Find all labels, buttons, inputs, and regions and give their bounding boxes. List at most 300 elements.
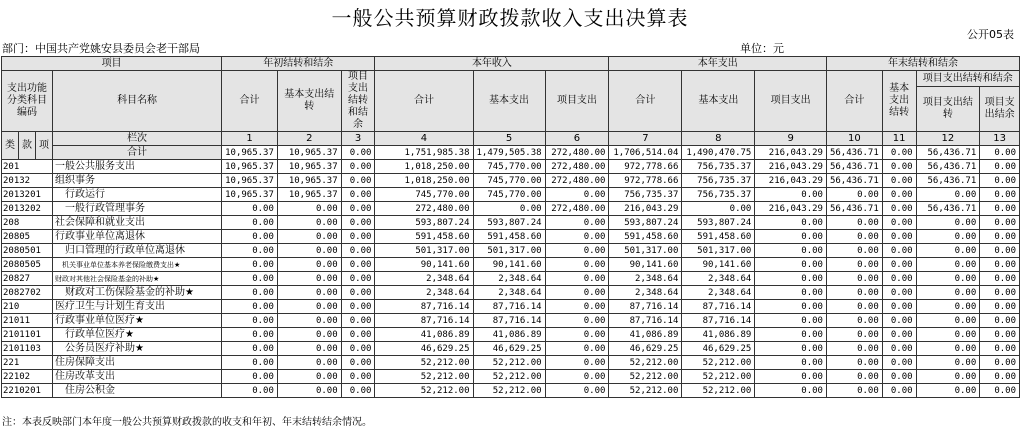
unit-label: 单位：元 xyxy=(740,42,784,55)
total-cell: 1,706,514.04 xyxy=(609,146,682,160)
value-cell: 0.00 xyxy=(980,202,1020,216)
value-cell: 0.00 xyxy=(916,384,980,398)
subject-name: 一般公共服务支出 xyxy=(53,160,222,174)
subject-name: 医疗卫生与计划生育支出 xyxy=(53,300,222,314)
value-cell: 87,716.14 xyxy=(682,300,755,314)
table-row xyxy=(2,314,1020,328)
header-begin-project-carry: 项目支出结转和结余 xyxy=(341,71,375,132)
value-cell: 0.00 xyxy=(980,384,1020,398)
subject-code: 20827 xyxy=(2,272,53,286)
subject-code: 20132 xyxy=(2,174,53,188)
value-cell: 0.00 xyxy=(882,230,916,244)
value-cell: 1,018,250.00 xyxy=(375,160,473,174)
value-cell: 0.00 xyxy=(826,272,882,286)
value-cell: 56,436.71 xyxy=(916,174,980,188)
value-cell: 745,770.00 xyxy=(375,188,473,202)
value-cell: 0.00 xyxy=(755,230,827,244)
value-cell: 0.00 xyxy=(545,188,609,202)
table-row xyxy=(2,384,1020,398)
value-cell: 0.00 xyxy=(755,244,827,258)
total-label: 合计 xyxy=(53,146,222,160)
value-cell: 0.00 xyxy=(826,328,882,342)
value-cell: 41,086.89 xyxy=(609,328,682,342)
value-cell: 56,436.71 xyxy=(916,202,980,216)
header-row-2 xyxy=(2,71,1020,87)
subject-name: 机关事业单位基本养老保险缴费支出★ xyxy=(53,258,222,272)
subject-name: 行政运行 xyxy=(53,188,222,202)
value-cell: 0.00 xyxy=(882,300,916,314)
value-cell: 87,716.14 xyxy=(473,300,545,314)
value-cell: 745,770.00 xyxy=(473,160,545,174)
table-row xyxy=(2,370,1020,384)
value-cell: 0.00 xyxy=(980,314,1020,328)
value-cell: 0.00 xyxy=(222,356,278,370)
table-row xyxy=(2,174,1020,188)
subject-name: 行政单位医疗★ xyxy=(53,328,222,342)
value-cell: 2,348.64 xyxy=(682,286,755,300)
value-cell: 0.00 xyxy=(916,286,980,300)
value-cell: 745,770.00 xyxy=(473,188,545,202)
value-cell: 0.00 xyxy=(222,328,278,342)
value-cell: 0.00 xyxy=(545,342,609,356)
value-cell: 0.00 xyxy=(980,328,1020,342)
value-cell: 501,317.00 xyxy=(375,244,473,258)
subject-code: 2210201 xyxy=(2,384,53,398)
value-cell: 745,770.00 xyxy=(473,174,545,188)
total-cell: 1,479,505.38 xyxy=(473,146,545,160)
header-func-code: 支出功能分类科目编码 xyxy=(2,71,53,132)
value-cell: 46,629.25 xyxy=(609,342,682,356)
value-cell: 0.00 xyxy=(826,258,882,272)
subject-code: 2013202 xyxy=(2,202,53,216)
value-cell: 216,043.29 xyxy=(755,174,827,188)
value-cell: 0.00 xyxy=(341,160,375,174)
value-cell: 0.00 xyxy=(980,286,1020,300)
column-number: 4 xyxy=(375,132,473,146)
subject-name: 财政对工伤保险基金的补助★ xyxy=(53,286,222,300)
subject-name: 住房改革支出 xyxy=(53,370,222,384)
table-row xyxy=(2,230,1020,244)
table-row xyxy=(2,328,1020,342)
value-cell: 0.00 xyxy=(755,356,827,370)
value-cell: 52,212.00 xyxy=(473,370,545,384)
subject-code: 2080505 xyxy=(2,258,53,272)
value-cell: 90,141.60 xyxy=(609,258,682,272)
value-cell: 0.00 xyxy=(916,216,980,230)
value-cell: 46,629.25 xyxy=(473,342,545,356)
value-cell: 2,348.64 xyxy=(609,286,682,300)
value-cell: 0.00 xyxy=(682,202,755,216)
value-cell: 0.00 xyxy=(882,272,916,286)
value-cell: 0.00 xyxy=(222,202,278,216)
value-cell: 87,716.14 xyxy=(375,300,473,314)
header-end-basic-carry: 基本支出结转 xyxy=(882,71,916,132)
table-row xyxy=(2,188,1020,202)
value-cell: 0.00 xyxy=(277,258,341,272)
total-row xyxy=(2,146,1020,160)
value-cell: 593,807.24 xyxy=(682,216,755,230)
subject-code: 221 xyxy=(2,356,53,370)
header-income-project: 项目支出 xyxy=(545,71,609,132)
column-number: 7 xyxy=(609,132,682,146)
subject-name: 住房保障支出 xyxy=(53,356,222,370)
header-row-label: 栏次 xyxy=(53,132,222,146)
subject-name: 一般行政管理事务 xyxy=(53,202,222,216)
value-cell: 0.00 xyxy=(826,356,882,370)
value-cell: 0.00 xyxy=(980,258,1020,272)
header-expense-basic: 基本支出 xyxy=(682,71,755,132)
value-cell: 0.00 xyxy=(826,370,882,384)
header-xiang: 项 xyxy=(36,132,53,160)
value-cell: 56,436.71 xyxy=(826,160,882,174)
value-cell: 52,212.00 xyxy=(682,384,755,398)
value-cell: 10,965.37 xyxy=(222,174,278,188)
value-cell: 0.00 xyxy=(916,272,980,286)
value-cell: 0.00 xyxy=(222,244,278,258)
value-cell: 41,086.89 xyxy=(682,328,755,342)
header-end-project-carry: 项目支出结转 xyxy=(916,87,980,132)
value-cell: 0.00 xyxy=(341,384,375,398)
value-cell: 272,480.00 xyxy=(375,202,473,216)
value-cell: 0.00 xyxy=(916,188,980,202)
value-cell: 0.00 xyxy=(341,356,375,370)
subject-code: 2013201 xyxy=(2,188,53,202)
value-cell: 0.00 xyxy=(755,342,827,356)
value-cell: 0.00 xyxy=(980,216,1020,230)
value-cell: 0.00 xyxy=(545,258,609,272)
subject-name: 归口管理的行政单位离退休 xyxy=(53,244,222,258)
value-cell: 0.00 xyxy=(341,174,375,188)
value-cell: 0.00 xyxy=(882,174,916,188)
header-begin-basic-carry: 基本支出结转 xyxy=(277,71,341,132)
value-cell: 0.00 xyxy=(222,230,278,244)
header-income-total: 合计 xyxy=(375,71,473,132)
value-cell: 0.00 xyxy=(916,356,980,370)
value-cell: 756,735.37 xyxy=(682,174,755,188)
header-kuan: 款 xyxy=(19,132,36,160)
value-cell: 0.00 xyxy=(341,300,375,314)
subject-name: 行政事业单位离退休 xyxy=(53,230,222,244)
value-cell: 0.00 xyxy=(222,216,278,230)
value-cell: 0.00 xyxy=(882,314,916,328)
value-cell: 756,735.37 xyxy=(609,188,682,202)
value-cell: 0.00 xyxy=(545,314,609,328)
value-cell: 0.00 xyxy=(826,286,882,300)
value-cell: 0.00 xyxy=(545,230,609,244)
table-row xyxy=(2,258,1020,272)
value-cell: 56,436.71 xyxy=(826,174,882,188)
value-cell: 0.00 xyxy=(882,160,916,174)
value-cell: 0.00 xyxy=(545,370,609,384)
subject-code: 210 xyxy=(2,300,53,314)
value-cell: 756,735.37 xyxy=(682,160,755,174)
header-begin-balance: 年初结转和结余 xyxy=(222,57,375,71)
value-cell: 10,965.37 xyxy=(222,160,278,174)
table-code: 公开05表 xyxy=(967,28,1014,41)
value-cell: 0.00 xyxy=(545,216,609,230)
column-number: 10 xyxy=(826,132,882,146)
value-cell: 0.00 xyxy=(826,342,882,356)
total-cell: 0.00 xyxy=(341,146,375,160)
value-cell: 0.00 xyxy=(826,300,882,314)
subject-name: 组织事务 xyxy=(53,174,222,188)
value-cell: 0.00 xyxy=(826,188,882,202)
value-cell: 0.00 xyxy=(755,216,827,230)
value-cell: 972,778.66 xyxy=(609,174,682,188)
value-cell: 0.00 xyxy=(222,300,278,314)
value-cell: 0.00 xyxy=(545,272,609,286)
value-cell: 0.00 xyxy=(222,384,278,398)
value-cell: 0.00 xyxy=(882,384,916,398)
header-end-project-balance: 项目支出结余 xyxy=(980,87,1020,132)
value-cell: 87,716.14 xyxy=(609,300,682,314)
subject-name: 财政对其他社会保险基金的补助★ xyxy=(53,272,222,286)
column-number: 8 xyxy=(682,132,755,146)
value-cell: 0.00 xyxy=(980,188,1020,202)
value-cell: 0.00 xyxy=(277,328,341,342)
header-income: 本年收入 xyxy=(375,57,609,71)
value-cell: 0.00 xyxy=(916,370,980,384)
value-cell: 0.00 xyxy=(277,384,341,398)
table-row xyxy=(2,356,1020,370)
value-cell: 87,716.14 xyxy=(609,314,682,328)
value-cell: 0.00 xyxy=(882,188,916,202)
value-cell: 501,317.00 xyxy=(682,244,755,258)
value-cell: 0.00 xyxy=(882,356,916,370)
value-cell: 0.00 xyxy=(755,286,827,300)
value-cell: 0.00 xyxy=(882,370,916,384)
table-row xyxy=(2,272,1020,286)
table-row xyxy=(2,202,1020,216)
value-cell: 756,735.37 xyxy=(682,188,755,202)
value-cell: 0.00 xyxy=(545,300,609,314)
value-cell: 52,212.00 xyxy=(375,384,473,398)
header-item: 项目 xyxy=(2,57,222,71)
total-cell: 272,480.00 xyxy=(545,146,609,160)
value-cell: 2,348.64 xyxy=(473,272,545,286)
column-number: 2 xyxy=(277,132,341,146)
value-cell: 0.00 xyxy=(980,272,1020,286)
header-end-balance: 年末结转和结余 xyxy=(826,57,1019,71)
value-cell: 0.00 xyxy=(826,216,882,230)
value-cell: 0.00 xyxy=(277,272,341,286)
value-cell: 0.00 xyxy=(882,342,916,356)
value-cell: 10,965.37 xyxy=(222,188,278,202)
subject-code: 20805 xyxy=(2,230,53,244)
value-cell: 216,043.29 xyxy=(755,160,827,174)
value-cell: 0.00 xyxy=(222,370,278,384)
value-cell: 0.00 xyxy=(980,300,1020,314)
value-cell: 0.00 xyxy=(341,370,375,384)
table-row xyxy=(2,286,1020,300)
value-cell: 0.00 xyxy=(277,230,341,244)
value-cell: 0.00 xyxy=(980,342,1020,356)
subject-code: 201 xyxy=(2,160,53,174)
value-cell: 591,458.60 xyxy=(375,230,473,244)
value-cell: 0.00 xyxy=(755,328,827,342)
value-cell: 52,212.00 xyxy=(473,356,545,370)
subject-code: 21011 xyxy=(2,314,53,328)
value-cell: 52,212.00 xyxy=(609,370,682,384)
value-cell: 2,348.64 xyxy=(375,286,473,300)
value-cell: 0.00 xyxy=(916,258,980,272)
subject-code: 208 xyxy=(2,216,53,230)
value-cell: 216,043.29 xyxy=(609,202,682,216)
value-cell: 0.00 xyxy=(341,244,375,258)
value-cell: 593,807.24 xyxy=(375,216,473,230)
total-cell: 216,043.29 xyxy=(755,146,827,160)
column-number: 1 xyxy=(222,132,278,146)
value-cell: 0.00 xyxy=(882,244,916,258)
header-expense-project: 项目支出 xyxy=(755,71,827,132)
value-cell: 0.00 xyxy=(916,328,980,342)
value-cell: 0.00 xyxy=(545,328,609,342)
header-income-basic: 基本支出 xyxy=(473,71,545,132)
value-cell: 0.00 xyxy=(545,384,609,398)
value-cell: 0.00 xyxy=(916,230,980,244)
value-cell: 0.00 xyxy=(826,384,882,398)
value-cell: 0.00 xyxy=(341,230,375,244)
value-cell: 90,141.60 xyxy=(375,258,473,272)
header-row-1 xyxy=(2,57,1020,71)
header-end-project-carry-balance: 项目支出结转和结余 xyxy=(916,71,1019,87)
value-cell: 0.00 xyxy=(755,188,827,202)
table-row xyxy=(2,216,1020,230)
subject-code: 2082702 xyxy=(2,286,53,300)
value-cell: 0.00 xyxy=(755,370,827,384)
header-expense-total: 合计 xyxy=(609,71,682,132)
value-cell: 0.00 xyxy=(341,314,375,328)
value-cell: 0.00 xyxy=(341,216,375,230)
value-cell: 0.00 xyxy=(916,314,980,328)
header-lei: 类 xyxy=(2,132,19,160)
value-cell: 0.00 xyxy=(755,258,827,272)
subject-name: 公务员医疗补助★ xyxy=(53,342,222,356)
total-cell: 0.00 xyxy=(882,146,916,160)
column-number: 5 xyxy=(473,132,545,146)
value-cell: 10,965.37 xyxy=(277,188,341,202)
value-cell: 56,436.71 xyxy=(916,160,980,174)
value-cell: 2,348.64 xyxy=(609,272,682,286)
value-cell: 0.00 xyxy=(980,370,1020,384)
subject-code: 22102 xyxy=(2,370,53,384)
value-cell: 0.00 xyxy=(755,300,827,314)
value-cell: 0.00 xyxy=(277,216,341,230)
value-cell: 52,212.00 xyxy=(375,370,473,384)
footnote: 注：本表反映部门本年度一般公共预算财政拨款的收支和年初、年末结转结余情况。 xyxy=(2,417,372,428)
value-cell: 0.00 xyxy=(980,160,1020,174)
value-cell: 0.00 xyxy=(755,314,827,328)
value-cell: 501,317.00 xyxy=(609,244,682,258)
subject-code: 2101103 xyxy=(2,342,53,356)
value-cell: 0.00 xyxy=(826,244,882,258)
value-cell: 0.00 xyxy=(980,174,1020,188)
value-cell: 0.00 xyxy=(545,356,609,370)
value-cell: 46,629.25 xyxy=(682,342,755,356)
value-cell: 2,348.64 xyxy=(473,286,545,300)
column-number: 9 xyxy=(755,132,827,146)
value-cell: 0.00 xyxy=(755,384,827,398)
budget-table xyxy=(1,56,1020,398)
value-cell: 52,212.00 xyxy=(682,370,755,384)
value-cell: 52,212.00 xyxy=(609,356,682,370)
table-row xyxy=(2,300,1020,314)
value-cell: 0.00 xyxy=(222,314,278,328)
value-cell: 0.00 xyxy=(277,314,341,328)
subject-name: 住房公积金 xyxy=(53,384,222,398)
value-cell: 52,212.00 xyxy=(682,356,755,370)
value-cell: 0.00 xyxy=(277,286,341,300)
value-cell: 52,212.00 xyxy=(473,384,545,398)
total-cell: 1,490,470.75 xyxy=(682,146,755,160)
value-cell: 0.00 xyxy=(277,202,341,216)
value-cell: 52,212.00 xyxy=(609,384,682,398)
value-cell: 0.00 xyxy=(222,272,278,286)
value-cell: 0.00 xyxy=(882,202,916,216)
subject-code: 2101101 xyxy=(2,328,53,342)
value-cell: 87,716.14 xyxy=(682,314,755,328)
value-cell: 0.00 xyxy=(882,216,916,230)
value-cell: 0.00 xyxy=(473,202,545,216)
value-cell: 0.00 xyxy=(222,342,278,356)
value-cell: 0.00 xyxy=(826,230,882,244)
total-cell: 0.00 xyxy=(980,146,1020,160)
table-row xyxy=(2,160,1020,174)
value-cell: 0.00 xyxy=(916,300,980,314)
column-number: 12 xyxy=(916,132,980,146)
column-number: 3 xyxy=(341,132,375,146)
value-cell: 0.00 xyxy=(980,356,1020,370)
value-cell: 10,965.37 xyxy=(277,174,341,188)
value-cell: 46,629.25 xyxy=(375,342,473,356)
value-cell: 0.00 xyxy=(826,314,882,328)
value-cell: 501,317.00 xyxy=(473,244,545,258)
total-cell: 10,965.37 xyxy=(277,146,341,160)
subject-name: 社会保障和就业支出 xyxy=(53,216,222,230)
value-cell: 593,807.24 xyxy=(473,216,545,230)
value-cell: 0.00 xyxy=(916,342,980,356)
value-cell: 0.00 xyxy=(277,356,341,370)
value-cell: 272,480.00 xyxy=(545,202,609,216)
value-cell: 591,458.60 xyxy=(609,230,682,244)
value-cell: 56,436.71 xyxy=(826,202,882,216)
value-cell: 216,043.29 xyxy=(755,202,827,216)
value-cell: 272,480.00 xyxy=(545,174,609,188)
value-cell: 0.00 xyxy=(222,286,278,300)
value-cell: 2,348.64 xyxy=(375,272,473,286)
table-row xyxy=(2,342,1020,356)
value-cell: 0.00 xyxy=(341,342,375,356)
value-cell: 0.00 xyxy=(882,258,916,272)
value-cell: 0.00 xyxy=(882,328,916,342)
value-cell: 0.00 xyxy=(341,328,375,342)
value-cell: 0.00 xyxy=(277,244,341,258)
value-cell: 41,086.89 xyxy=(473,328,545,342)
value-cell: 0.00 xyxy=(341,188,375,202)
header-expense: 本年支出 xyxy=(609,57,827,71)
value-cell: 2,348.64 xyxy=(682,272,755,286)
total-cell: 56,436.71 xyxy=(916,146,980,160)
value-cell: 0.00 xyxy=(545,244,609,258)
value-cell: 10,965.37 xyxy=(277,160,341,174)
column-number: 6 xyxy=(545,132,609,146)
value-cell: 0.00 xyxy=(980,230,1020,244)
value-cell: 0.00 xyxy=(341,272,375,286)
total-cell: 56,436.71 xyxy=(826,146,882,160)
header-subject-name: 科目名称 xyxy=(53,71,222,132)
value-cell: 0.00 xyxy=(341,286,375,300)
value-cell: 0.00 xyxy=(341,202,375,216)
